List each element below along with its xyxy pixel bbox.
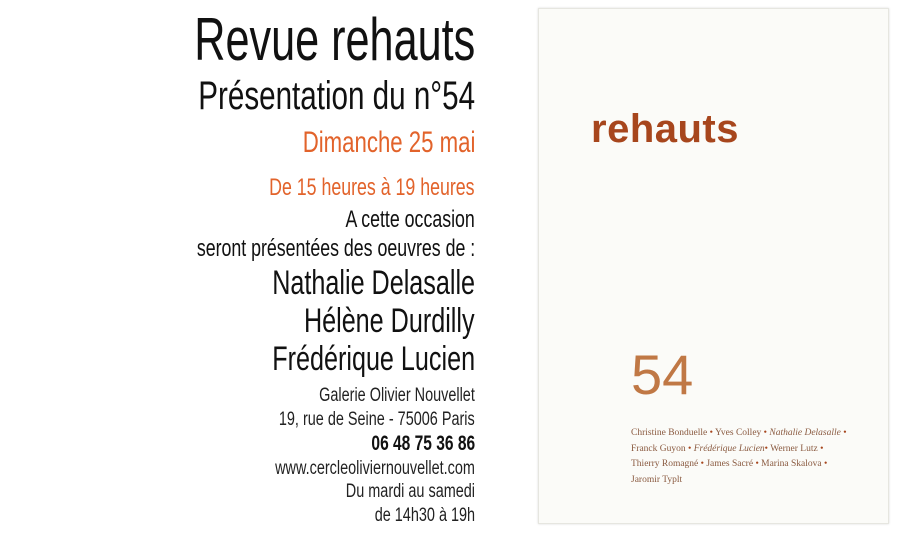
contributor-name: Franck Guyon bbox=[631, 443, 686, 454]
cover-title: rehauts bbox=[591, 107, 739, 151]
contributors-list bbox=[631, 426, 876, 488]
opening-days: Du mardi au samedi bbox=[345, 481, 475, 502]
gallery-phone: 06 48 75 36 86 bbox=[371, 432, 475, 455]
contributor-name: Christine Bonduelle bbox=[631, 428, 708, 438]
separator-dot: • bbox=[755, 459, 759, 469]
separator-dot: • bbox=[709, 428, 713, 438]
artist-name: Nathalie Delasalle bbox=[272, 264, 475, 302]
event-date: Dimanche 25 mai bbox=[302, 126, 475, 159]
contributor-name: Yves Colley bbox=[715, 428, 762, 438]
contributors-row bbox=[631, 426, 876, 442]
contributor-name: Jaromir Typlt bbox=[631, 474, 683, 485]
contributors-row bbox=[631, 473, 876, 489]
separator-dot: • bbox=[764, 443, 768, 454]
contributor-name: Frédérique Lucien bbox=[693, 443, 765, 454]
occasion-text-line2: seront présentées des oeuvres de : bbox=[196, 235, 475, 262]
separator-dot: • bbox=[820, 443, 824, 454]
artist-name: Frédérique Lucien bbox=[272, 340, 475, 378]
contributors-row bbox=[631, 442, 876, 458]
contributor-name: Marina Skalova bbox=[761, 459, 822, 469]
page-title: Revue rehauts bbox=[194, 6, 475, 73]
gallery-address: 19, rue de Seine - 75006 Paris bbox=[279, 409, 475, 430]
artist-name: Hélène Durdilly bbox=[304, 302, 475, 340]
gallery-website[interactable]: www.cercleoliviernouvellet.com bbox=[275, 458, 475, 479]
opening-hours: de 14h30 à 19h bbox=[374, 505, 475, 526]
gallery-name: Galerie Olivier Nouvellet bbox=[319, 385, 475, 406]
separator-dot: • bbox=[700, 459, 704, 469]
separator-dot: • bbox=[763, 428, 767, 438]
page-subtitle: Présentation du n°54 bbox=[198, 74, 475, 118]
cover-issue-number: 54 bbox=[631, 343, 694, 406]
event-hours: De 15 heures à 19 heures bbox=[269, 174, 475, 201]
contributors-row bbox=[631, 457, 876, 473]
separator-dot: • bbox=[823, 459, 828, 469]
contributor-name: Thierry Romagné bbox=[631, 459, 699, 469]
magazine-cover bbox=[538, 8, 889, 524]
contributor-name: Werner Lutz bbox=[770, 443, 818, 454]
separator-dot: • bbox=[688, 443, 692, 454]
contributor-name: Nathalie Delasalle bbox=[769, 428, 841, 438]
occasion-text-line1: A cette occasion bbox=[345, 206, 475, 233]
contributor-name: James Sacré bbox=[706, 459, 754, 469]
separator-dot: • bbox=[843, 428, 847, 438]
